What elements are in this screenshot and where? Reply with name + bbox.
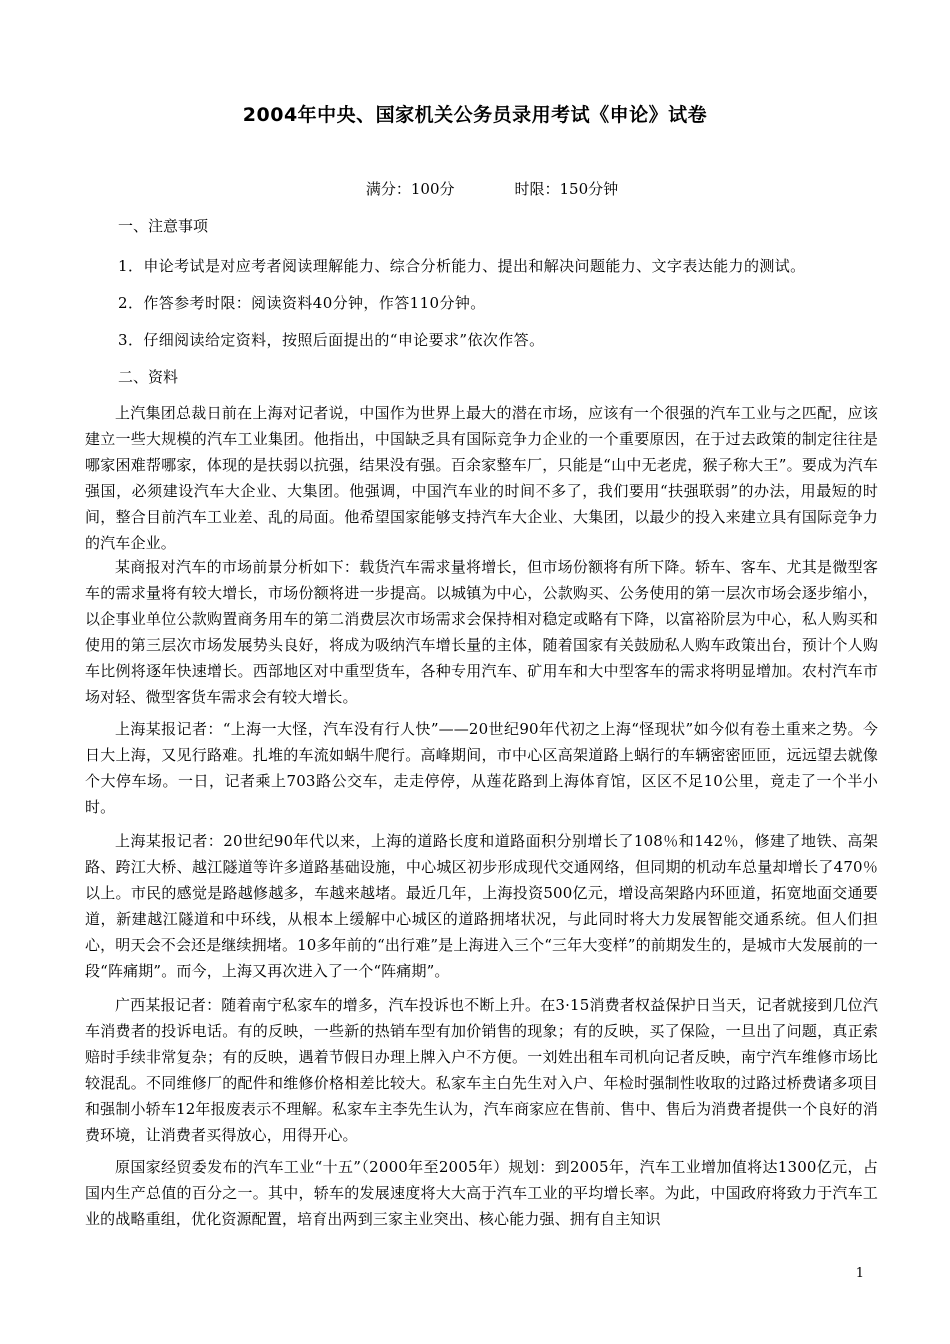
material-paragraph-1: 上汽集团总裁日前在上海对记者说，中国作为世界上最大的潜在市场，应该有一个很强的汽车工业与之匹配，应该建立一些大规模的汽车工业集团。他指出，中国缺乏具有国际竞争力企业的一个重要原因，在于过去政策的制定往往是哪家困难帮哪家，体现的是扶弱以抗强，结果没有强。百余家整车厂，只能是“山中无老虎，猴子称大王”。要成为汽车强国，必须建设汽车大企业、大集团。他强调，中国汽车业的时间不多了，我们要用“扶强联弱”的办法，用最短的时间，整合目前汽车工业差、乱的局面。他希望国家能够支持汽车大企业、大集团，以最少的投入来建立具有国际竞争力的汽车企业。	[85, 404, 878, 552]
note-item-2: 2．作答参考时限：阅读资料40分钟，作答110分钟。	[118, 294, 486, 312]
full-score: 满分：100分	[365, 180, 455, 198]
note-item-1: 1．申论考试是对应考者阅读理解能力、综合分析能力、提出和解决问题能力、文字表达能力的测试。	[118, 257, 806, 275]
material-paragraph-3: 上海某报记者：“上海一大怪，汽车没有行人快”——20世纪90年代初之上海“怪现状”如今似有卷土重来之势。今日大上海，又见行路难。扎堆的车流如蜗牛爬行。高峰期间，市中心区高架道路上蜗行的车辆密密匝匝，远远望去就像个大停车场。一日，记者乘上703路公交车，走走停停，从莲花路到上海体育馆，区区不足10公里，竟走了一个半小时。	[85, 720, 878, 816]
note-item-3: 3．仔细阅读给定资料，按照后面提出的“申论要求”依次作答。	[118, 331, 545, 349]
page-number: 1	[855, 1266, 864, 1281]
section-heading-materials: 二、资料	[118, 368, 179, 386]
exam-info	[0, 178, 950, 199]
material-paragraph-2: 某商报对汽车的市场前景分析如下：载货汽车需求量将增长，但市场份额将有所下降。轿车、客车、尤其是微型客车的需求量将有较大增长，市场份额将进一步提高。以城镇为中心，公款购买、公务使用的第一层次市场会逐步缩小，以企事业单位公款购置商务用车的第二消费层次市场需求会保持相对稳定或略有下降，以富裕阶层为中心，私人购买和使用的第三层次市场发展势头良好，将成为吸纳汽车增长量的主体，随着国家有关鼓励私人购车政策出台，预计个人购车比例将逐年快速增长。西部地区对中重型货车，各种专用汽车、矿用车和大中型客车的需求将明显增加。农村汽车市场对轻、微型客货车需求会有较大增长。	[85, 558, 878, 706]
material-paragraph-4: 上海某报记者：20世纪90年代以来，上海的道路长度和道路面积分别增长了108％和142％，修建了地铁、高架路、跨江大桥、越江隧道等许多道路基础设施，中心城区初步形成现代交通网络，但同期的机动车总量却增长了470％以上。市民的感觉是路越修越多，车越来越堵。最近几年，上海投资500亿元，增设高架路内环匝道，拓宽地面交通要道，新建越江隧道和中环线，从根本上缓解中心城区的道路拥堵状况，与此同时将大力发展智能交通系统。但人们担心，明天会不会还是继续拥堵。10多年前的“出行难”是上海进入三个“三年大变样”的前期发生的，是城市大发展前的一段“阵痛期”。而今，上海又再次进入了一个“阵痛期”。	[85, 832, 879, 980]
material-paragraph-5: 广西某报记者：随着南宁私家车的增多，汽车投诉也不断上升。在3·15消费者权益保护日当天，记者就接到几位汽车消费者的投诉电话。有的反映，一些新的热销车型有加价销售的现象；有的反映，买了保险，一旦出了问题，真正索赔时手续非常复杂；有的反映，遇着节假日办理上牌入户不方便。一刘姓出租车司机向记者反映，南宁汽车维修市场比较混乱。不同维修厂的配件和维修价格相差比较大。私家车主白先生对入户、年检时强制性收取的过路过桥费诸多项目和强制小轿车12年报废表示不理解。私家车主李先生认为，汽车商家应在售前、售中、售后为消费者提供一个良好的消费环境，让消费者买得放心，用得开心。	[85, 996, 878, 1144]
section-heading-notes: 一、注意事项	[118, 217, 209, 235]
time-limit: 时限：150分钟	[514, 180, 619, 198]
document-title: 2004年中央、国家机关公务员录用考试《申论》试卷	[242, 104, 708, 126]
material-paragraph-6: 原国家经贸委发布的汽车工业“十五”（2000年至2005年）规划：到2005年，汽车工业增加值将达1300亿元，占国内生产总值的百分之一。其中，轿车的发展速度将大大高于汽车工业的平均增长率。为此，中国政府将致力于汽车工业的战略重组，优化资源配置，培育出两到三家主业突出、核心能力强、拥有自主知识	[85, 1158, 878, 1228]
